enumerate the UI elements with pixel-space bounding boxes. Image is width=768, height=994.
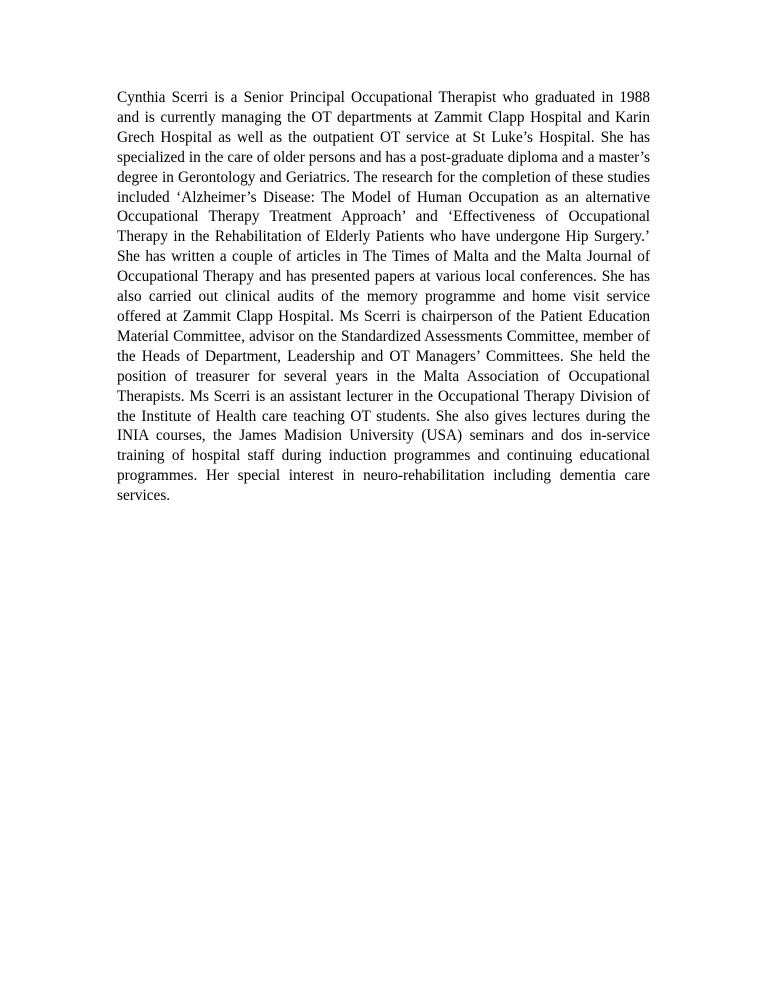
biography-paragraph: Cynthia Scerri is a Senior Principal Occupational Therapist who graduated in 1988 and is currently managing the OT departments at Zammit Clapp Hospital and Karin Grech Hospital as well as the outpatient OT service at St Luke’s Hospital. She has specialized in the care of older persons and has a post-graduate diploma and a master’s degree in Gerontology and Geriatrics. The research for the completion of these studies included ‘Alzheimer’s Disease: The Model of Human Occupation as an alternative Occupational Therapy Treatment Approach’ and ‘Effectiveness of Occupational Therapy in the Rehabilitation of Elderly Patients who have undergone Hip Surgery.’ She has written a couple of articles in The Times of Malta and the Malta Journal of Occupational Therapy and has presented papers at various local conferences. She has also carried out clinical audits of the memory programme and home visit service offered at Zammit Clapp Hospital. Ms Scerri is chairperson of the Patient Education Material Committee, advisor on the Standardized Assessments Committee, member of the Heads of Department, Leadership and OT Managers’ Committees. She held the position of treasurer for several years in the Malta Association of Occupational Therapists. Ms Scerri is an assistant lecturer in the Occupational Therapy Division of the Institute of Health care teaching OT students. She also gives lectures during the INIA courses, the James Madision University (USA) seminars and dos in-service training of hospital staff during induction programmes and continuing educational programmes. Her special interest in neuro-rehabilitation including dementia care services. bbox=[117, 89, 650, 505]
